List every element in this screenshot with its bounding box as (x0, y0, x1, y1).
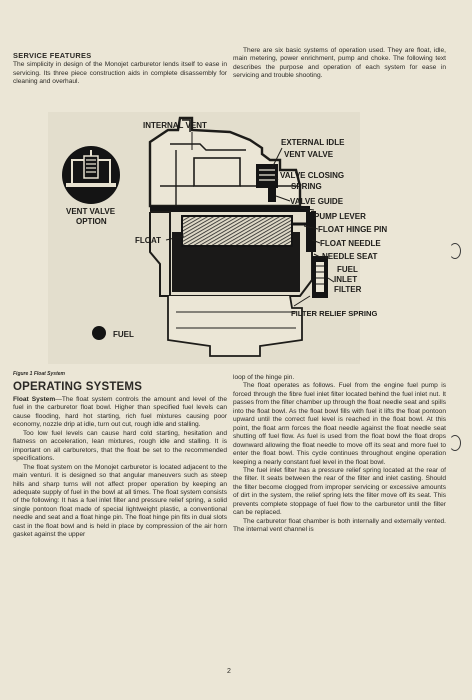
float-paragraph-r4: The carburetor float chamber is both internally and externally vented. The internal vent channel is (233, 517, 446, 534)
float-paragraph-r2: The float operates as follows. Fuel from the engine fuel pump is forced through the fibre fuel inlet filter located behind the fuel inlet nut. It passes from the filter chamber up through the float needle seat and spills into the float bowl. As the float bowl fills with fuel it lifts the float pontoon upward until the correct fuel level is reached in the float bowl. At this point, the float arm forces the float needle against the float needle seat shutting off fuel flow. As fuel is used from the float bowl the float drops downward allowing the float needle to move off its seat and more fuel to enter the float bowl. This cycle continues throughout engine operation keeping a nearly constant fuel level in the float bowl. (233, 382, 446, 466)
label-valve-guide: VALVE GUIDE (290, 197, 344, 206)
figure-caption: Figure 1 Float System (13, 371, 65, 377)
label-vent-valve: VENT VALVE (284, 150, 334, 159)
label-pump-lever: PUMP LEVER (314, 212, 366, 221)
service-features-heading: SERVICE FEATURES (13, 51, 92, 60)
float-system-paragraph-2: Too low fuel levels can cause hard cold starting, hesitation and flatness on acceleration, lean mixtures, rough idle and stalling. It is important on all carburetors, that the float be set to the recommended specifications. (13, 429, 227, 463)
operating-systems-heading: OPERATING SYSTEMS (13, 381, 143, 393)
label-float-needle: FLOAT NEEDLE (320, 239, 381, 248)
label-fuel: FUEL (337, 265, 358, 274)
label-float: FLOAT (135, 236, 162, 245)
vent-valve-option-detail (62, 146, 120, 204)
fuel-legend-label: FUEL (113, 330, 134, 339)
fuel-legend-swatch (92, 326, 106, 340)
label-external-idle: EXTERNAL IDLE (281, 138, 345, 147)
binder-hole-bottom (449, 435, 461, 451)
float-paragraph-r3: The fuel inlet filter has a pressure relief spring located at the rear of the filter. It seats between the rear of the filter and inlet casting. Should the filter become clogged from improper servicing or excessive amounts of dirt in the system, the relief spring lets the filter move off its seat. This prevents complete stoppage of fuel flow to the carburetor until the filter can be replaced. (233, 466, 446, 517)
binder-hole-top (449, 243, 461, 259)
float-system-paragraph-3: The float system on the Monojet carburetor is located adjacent to the main venturi. It is designed so that angular maneuvers such as steep hills and sharp turns will not affect proper operation by keeping an adequate supply of fuel in the bowl at all times. The float system consists of the following: It has a fuel inlet filter and pressure relief spring, a solid single pontoon float made of special lightweight plastic, a conventional needle and seat and a float hinge pin. The float hinge pin fits in dual slots cast in the float bowl and is held in place by compression of the air horn gasket against the upper (13, 463, 227, 539)
systems-intro-text: There are six basic systems of operation used. They are float, idle, main metering, power enrichment, pump and choke. The following text describes the purpose and operation of each system for ease in servicing and trouble shooting. (233, 47, 446, 80)
label-vent-valve-option-1: VENT VALVE (66, 207, 116, 216)
label-spring: SPRING (291, 182, 322, 191)
label-inlet: INLET (334, 275, 358, 284)
label-vent-valve-option-2: OPTION (76, 217, 107, 226)
label-valve-closing: VALVE CLOSING (280, 171, 345, 180)
float-paragraph-r1: loop of the hinge pin. (233, 374, 295, 381)
service-features-text: The simplicity in design of the Monojet carburetor lends itself to ease in servicing. Its three piece construction aids in complete disassembly for cleaning and overhaul. (13, 61, 227, 86)
page-number: 2 (227, 668, 231, 675)
operating-systems-right-column (233, 374, 446, 535)
label-float-hinge-pin: FLOAT HINGE PIN (318, 225, 388, 234)
operating-systems-left-column (13, 381, 227, 540)
float-system-lead: Float System (13, 396, 56, 403)
label-filter-relief-spring: FILTER RELIEF SPRING (291, 309, 378, 318)
label-filter: FILTER (334, 285, 362, 294)
label-internal-vent: INTERNAL VENT (143, 121, 207, 130)
label-needle-seat: NEEDLE SEAT (322, 252, 378, 261)
float-system-paragraph-1 (13, 396, 227, 430)
float-system-p1-text: —The float system controls the amount and level of the fuel in the carburetor float bowl. Higher than specified fuel levels can cause flooding, hard hot starting, rich fuel mixtures causing poor economy, nozzle drip at idle, turn out cut, rough idle and stalling. (13, 396, 228, 429)
